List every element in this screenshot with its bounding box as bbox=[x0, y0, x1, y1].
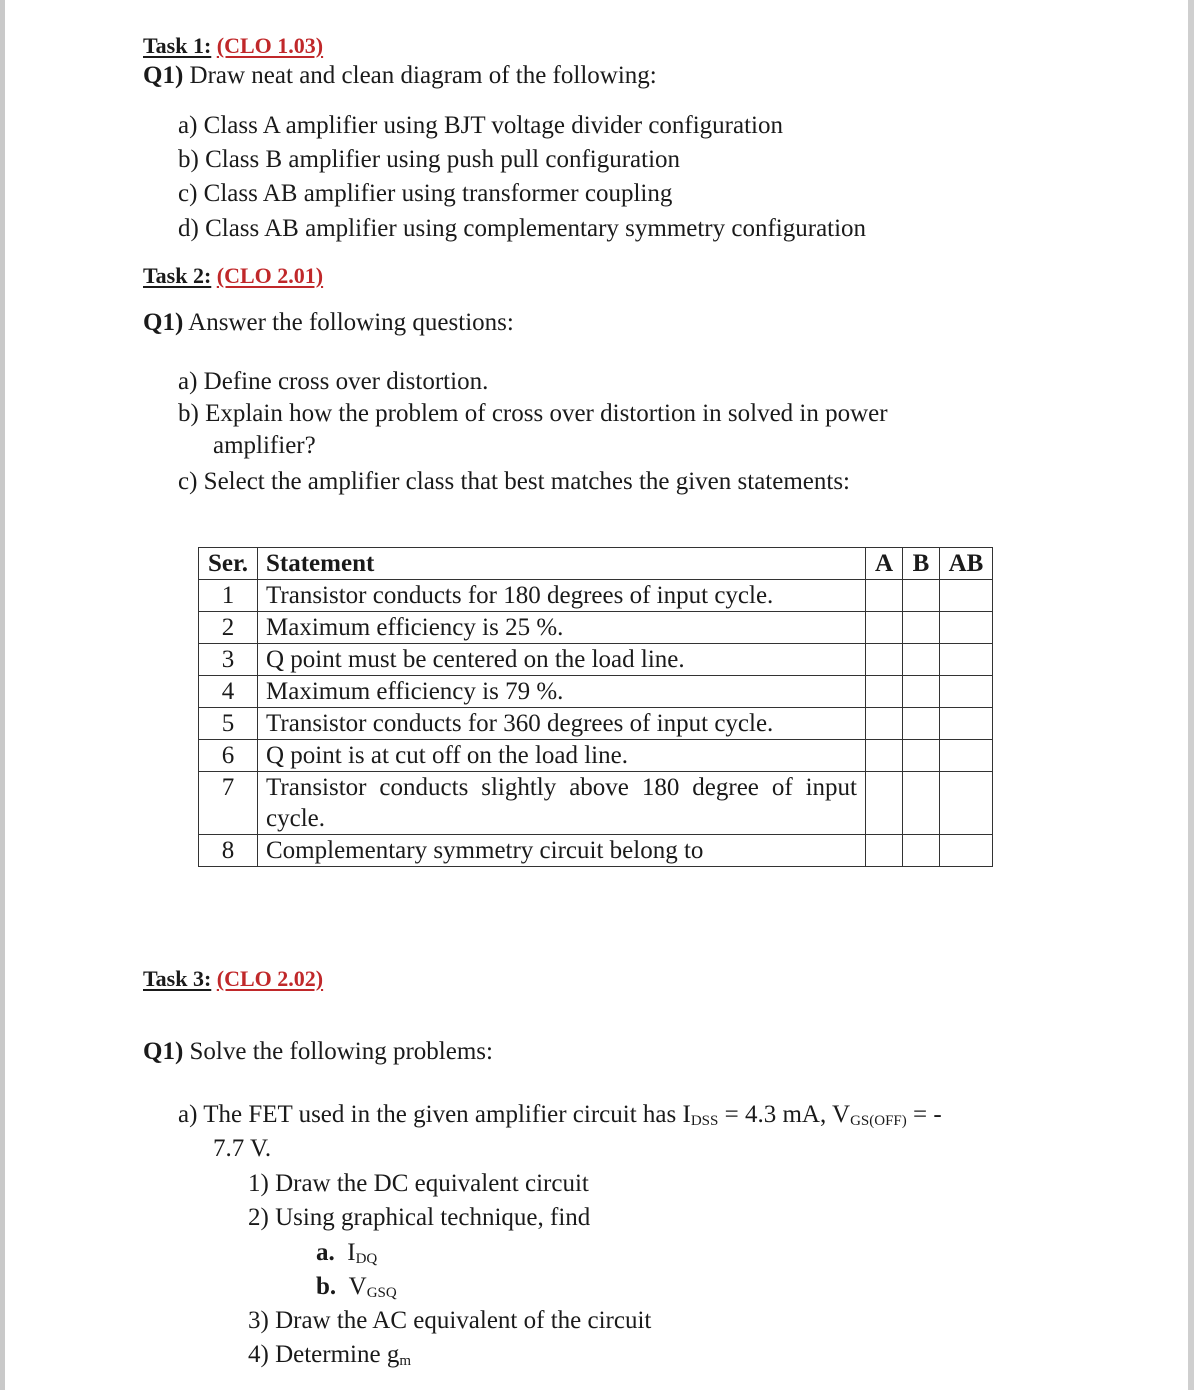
table-row bbox=[199, 644, 993, 676]
task2-question bbox=[143, 307, 514, 339]
task2-item-b-cont: amplifier? bbox=[213, 432, 316, 459]
task3-sub2b bbox=[316, 1271, 397, 1309]
row-statement: Complementary symmetry circuit belong to bbox=[258, 835, 866, 867]
task3-clo: (CLO 2.02) bbox=[216, 966, 324, 991]
task3-q-label: Q1) bbox=[143, 1038, 184, 1065]
table-row bbox=[199, 708, 993, 740]
task1-q-label: Q1) bbox=[143, 62, 184, 89]
task3-sub2: 2) Using graphical technique, find bbox=[248, 1204, 591, 1231]
table-row bbox=[199, 676, 993, 708]
task2-item-c: c) Select the amplifier class that best matches the given statements: bbox=[178, 468, 850, 495]
row-statement: Transistor conducts for 180 degrees of input cycle. bbox=[258, 580, 866, 612]
task2-clo: (CLO 2.01) bbox=[216, 263, 324, 288]
task1-item-c: c) Class AB amplifier using transformer coupling bbox=[178, 180, 673, 207]
sub2a-subscript: DQ bbox=[355, 1251, 378, 1267]
task1-q-text: Draw neat and clean diagram of the following: bbox=[183, 62, 657, 89]
table-row bbox=[199, 612, 993, 644]
task2-q-label: Q1) bbox=[143, 309, 184, 336]
task3-a-end: = - bbox=[906, 1101, 942, 1128]
page-edge-right bbox=[1188, 0, 1194, 1390]
task2-item-a: a) Define cross over distortion. bbox=[178, 368, 489, 395]
sub2a-symbol: I bbox=[347, 1239, 356, 1266]
header-ser: Ser. bbox=[199, 548, 258, 580]
idss-subscript: DSS bbox=[690, 1113, 719, 1129]
row-ser: 8 bbox=[199, 835, 258, 867]
cell-b[interactable] bbox=[903, 772, 940, 835]
sub4-text: 4) Determine g bbox=[248, 1341, 400, 1368]
cell-a[interactable] bbox=[866, 580, 903, 612]
task1-item-b: b) Class B amplifier using push pull configuration bbox=[178, 146, 681, 173]
cell-a[interactable] bbox=[866, 644, 903, 676]
cell-a[interactable] bbox=[866, 772, 903, 835]
sub2b-subscript: GSQ bbox=[366, 1285, 397, 1301]
page-edge-left bbox=[0, 0, 5, 1390]
table-row bbox=[199, 835, 993, 867]
task3-sub3: 3) Draw the AC equivalent of the circuit bbox=[248, 1307, 652, 1334]
cell-ab[interactable] bbox=[940, 644, 993, 676]
task2-title bbox=[143, 260, 323, 292]
cell-ab[interactable] bbox=[940, 772, 993, 835]
task3-a-prefix: a) The FET used in the given amplifier circuit has I bbox=[178, 1101, 691, 1128]
task1-clo: (CLO 1.03) bbox=[216, 33, 324, 58]
task1-item-a: a) Class A amplifier using BJT voltage divider configuration bbox=[178, 112, 783, 139]
cell-b[interactable] bbox=[903, 580, 940, 612]
cell-b[interactable] bbox=[903, 835, 940, 867]
task3-sub2a bbox=[316, 1237, 377, 1275]
task3-question bbox=[143, 1036, 493, 1068]
task2-q-text: Answer the following questions: bbox=[183, 309, 514, 336]
cell-ab[interactable] bbox=[940, 676, 993, 708]
task3-title bbox=[143, 963, 323, 995]
row-ser: 5 bbox=[199, 708, 258, 740]
task3-heading: Task 3: bbox=[143, 966, 212, 991]
header-ab: AB bbox=[940, 548, 993, 580]
amplifier-class-table bbox=[198, 547, 993, 867]
task3-sub4 bbox=[248, 1339, 411, 1377]
task3-item-a bbox=[178, 1099, 942, 1137]
sub4-subscript: m bbox=[399, 1353, 412, 1369]
cell-b[interactable] bbox=[903, 676, 940, 708]
header-statement: Statement bbox=[258, 548, 866, 580]
cell-ab[interactable] bbox=[940, 612, 993, 644]
cell-a[interactable] bbox=[866, 708, 903, 740]
task1-title bbox=[143, 30, 323, 62]
row-ser: 7 bbox=[199, 772, 258, 835]
row-statement: Transistor conducts for 360 degrees of input cycle. bbox=[258, 708, 866, 740]
table-row bbox=[199, 740, 993, 772]
task3-a-mid: = 4.3 mA, V bbox=[718, 1101, 851, 1128]
vgs-off-subscript: GS(OFF) bbox=[850, 1113, 907, 1129]
task3-sub1: 1) Draw the DC equivalent circuit bbox=[248, 1170, 589, 1197]
cell-ab[interactable] bbox=[940, 835, 993, 867]
task1-heading: Task 1: bbox=[143, 33, 212, 58]
row-ser: 4 bbox=[199, 676, 258, 708]
row-ser: 2 bbox=[199, 612, 258, 644]
table-header-row bbox=[199, 548, 993, 580]
row-ser: 6 bbox=[199, 740, 258, 772]
cell-b[interactable] bbox=[903, 740, 940, 772]
sub2b-label: b. bbox=[316, 1273, 337, 1300]
row-statement: Maximum efficiency is 79 %. bbox=[258, 676, 866, 708]
row-ser: 3 bbox=[199, 644, 258, 676]
cell-ab[interactable] bbox=[940, 580, 993, 612]
cell-a[interactable] bbox=[866, 612, 903, 644]
table-row bbox=[199, 580, 993, 612]
task3-q-text: Solve the following problems: bbox=[183, 1038, 493, 1065]
cell-a[interactable] bbox=[866, 676, 903, 708]
task2-item-b: b) Explain how the problem of cross over distortion in solved in power bbox=[178, 400, 888, 427]
sub2b-symbol: V bbox=[348, 1273, 367, 1300]
cell-ab[interactable] bbox=[940, 708, 993, 740]
row-statement: Maximum efficiency is 25 %. bbox=[258, 612, 866, 644]
table-row bbox=[199, 772, 993, 835]
task1-question bbox=[143, 60, 657, 92]
cell-ab[interactable] bbox=[940, 740, 993, 772]
row-ser: 1 bbox=[199, 580, 258, 612]
cell-b[interactable] bbox=[903, 708, 940, 740]
row-statement: Q point must be centered on the load line. bbox=[258, 644, 866, 676]
task2-heading: Task 2: bbox=[143, 263, 212, 288]
task3-item-a-cont: 7.7 V. bbox=[213, 1135, 272, 1162]
header-b: B bbox=[903, 548, 940, 580]
cell-b[interactable] bbox=[903, 644, 940, 676]
header-a: A bbox=[866, 548, 903, 580]
cell-b[interactable] bbox=[903, 612, 940, 644]
row-statement: Q point is at cut off on the load line. bbox=[258, 740, 866, 772]
task1-item-d: d) Class AB amplifier using complementary symmetry configuration bbox=[178, 215, 867, 242]
cell-a[interactable] bbox=[866, 740, 903, 772]
row-statement: Transistor conducts slightly above 180 degree of input cycle. bbox=[258, 772, 866, 835]
cell-a[interactable] bbox=[866, 835, 903, 867]
sub2a-label: a. bbox=[316, 1239, 335, 1266]
